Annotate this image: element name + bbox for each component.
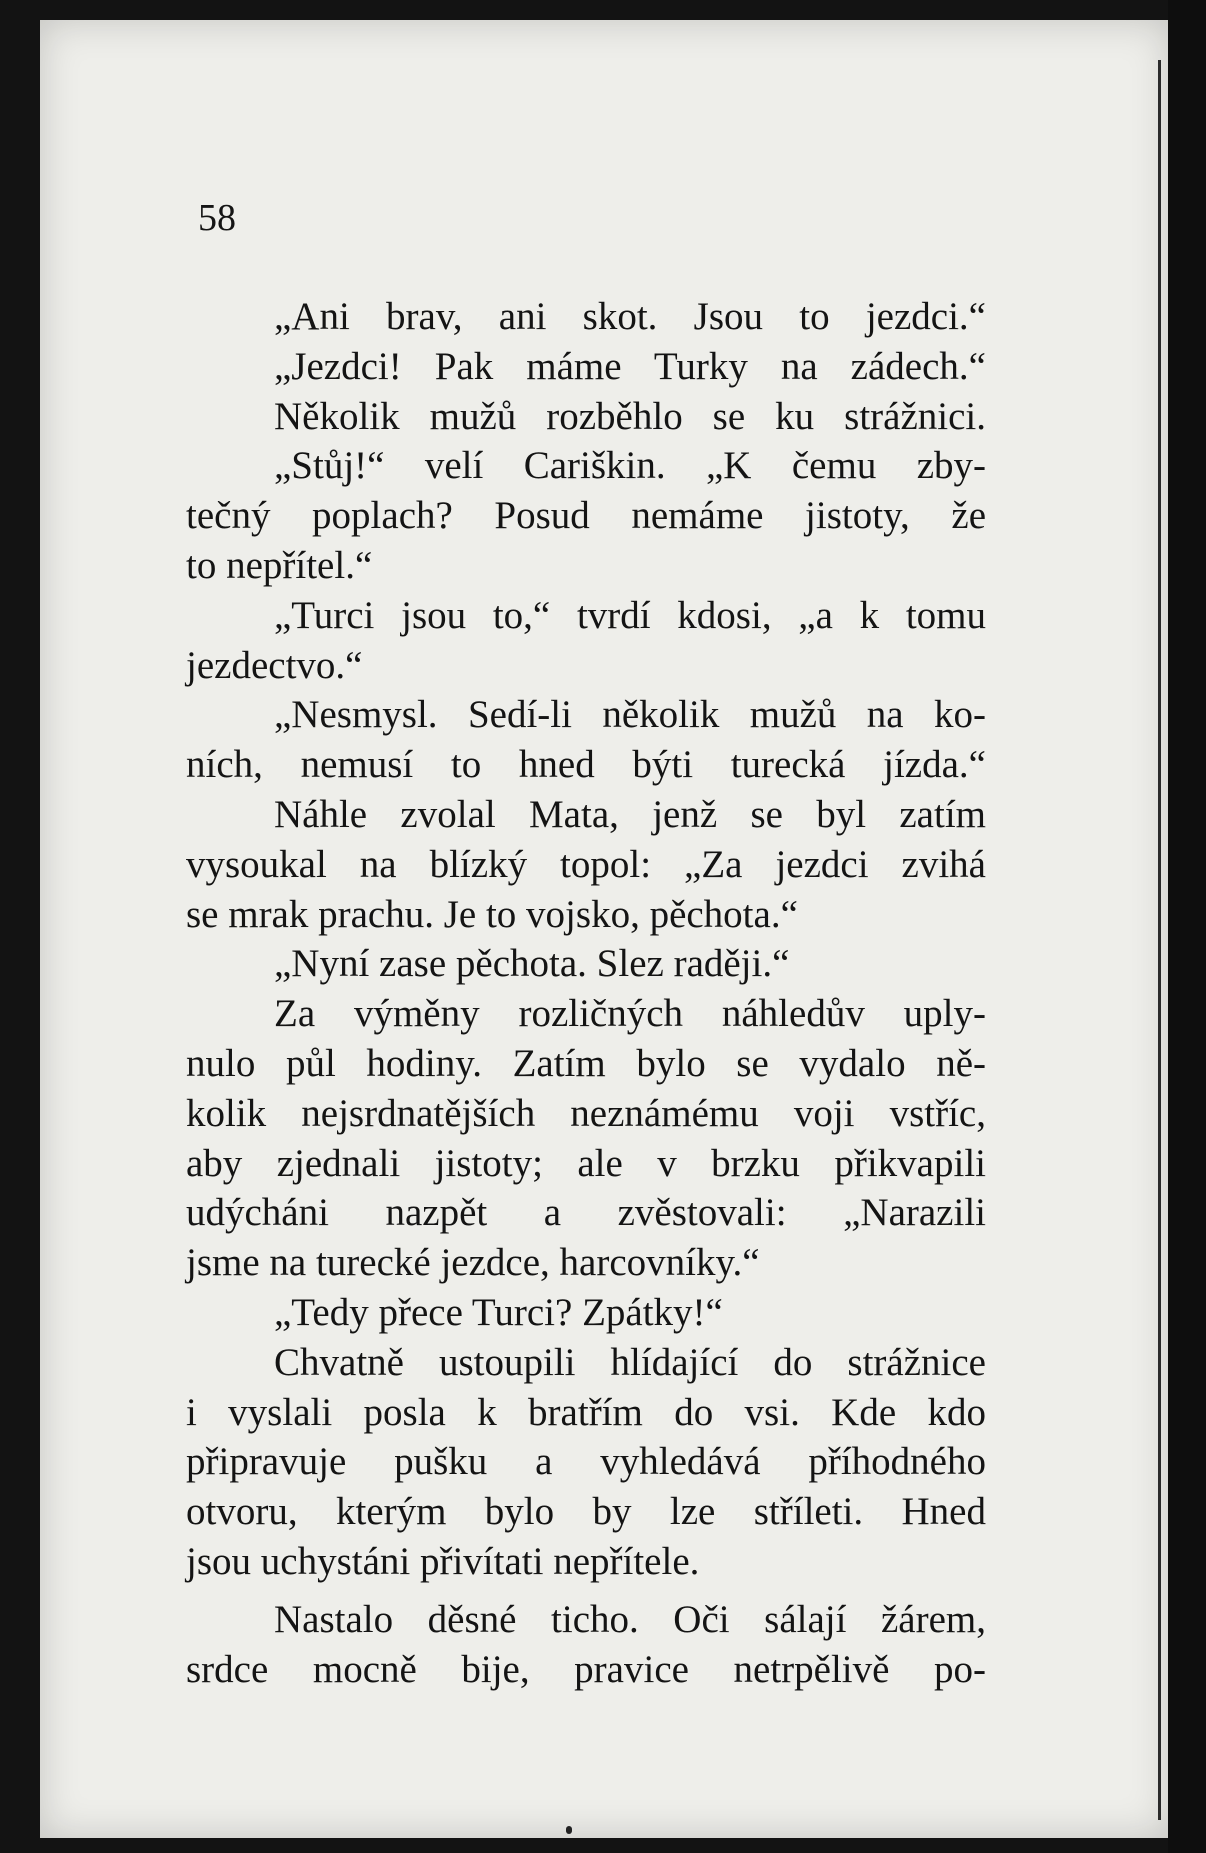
text-line: to nepřítel.“ <box>186 543 373 587</box>
body-text <box>186 292 986 1694</box>
text-line: „Stůj!“ velí Cariškin. „K čemu zby- <box>274 444 986 488</box>
text-line: Náhle zvolal Mata, jenž se byl zatím <box>274 792 986 836</box>
text-line: Nastalo děsné ticho. Oči sálají žárem, <box>274 1597 986 1641</box>
text-line: jsou uchystáni přivítati nepřítele. <box>186 1539 700 1583</box>
text-line: „Turci jsou to,“ tvrdí kdosi, „a k tomu <box>274 593 986 637</box>
text-line: vysoukal na blízký topol: „Za jezdci zvihá <box>186 842 986 886</box>
text-line: „Jezdci! Pak máme Turky na zádech.“ <box>274 344 986 388</box>
text-line: „Nesmysl. Sedí-li několik mužů na ko- <box>274 693 986 737</box>
binding-edge <box>1168 0 1206 1853</box>
bottom-speck <box>566 1826 572 1834</box>
text-line: nulo půl hodiny. Zatím bylo se vydalo ně- <box>186 1041 986 1085</box>
text-line: udýcháni nazpět a zvěstovali: „Narazili <box>186 1191 986 1235</box>
text-line: otvoru, kterým bylo by lze stříleti. Hned <box>186 1490 986 1534</box>
page-edge-line <box>1158 60 1161 1820</box>
text-line: i vyslali posla k bratřím do vsi. Kde kdo <box>186 1390 986 1434</box>
text-line: tečný poplach? Posud nemáme jistoty, že <box>186 494 986 538</box>
text-line: Chvatně ustoupili hlídající do strážnice <box>274 1340 986 1384</box>
text-line: připravuje pušku a vyhledává příhodného <box>186 1440 986 1484</box>
text-line: aby zjednali jistoty; ale v brzku přikvapili <box>186 1141 986 1185</box>
text-line: kolik nejsrdnatějších neznámému voji vstříc, <box>186 1091 986 1135</box>
text-line: Za výměny rozličných náhledův uply- <box>274 992 986 1036</box>
text-line: Několik mužů rozběhlo se ku strážnici. <box>274 394 986 438</box>
text-line: srdce mocně bije, pravice netrpělivě po- <box>186 1647 986 1691</box>
text-line: „Ani brav, ani skot. Jsou to jezdci.“ <box>274 295 986 338</box>
text-line: „Tedy přece Turci? Zpátky!“ <box>274 1290 723 1334</box>
page-number: 58 <box>198 197 236 239</box>
text-line: ních, nemusí to hned býti turecká jízda.“ <box>186 743 986 787</box>
text-line: jezdectvo.“ <box>186 643 363 687</box>
text-line: „Nyní zase pěchota. Slez raději.“ <box>274 942 790 986</box>
text-line: jsme na turecké jezdce, harcovníky.“ <box>186 1241 760 1285</box>
text-line: se mrak prachu. Je to vojsko, pěchota.“ <box>186 892 798 936</box>
